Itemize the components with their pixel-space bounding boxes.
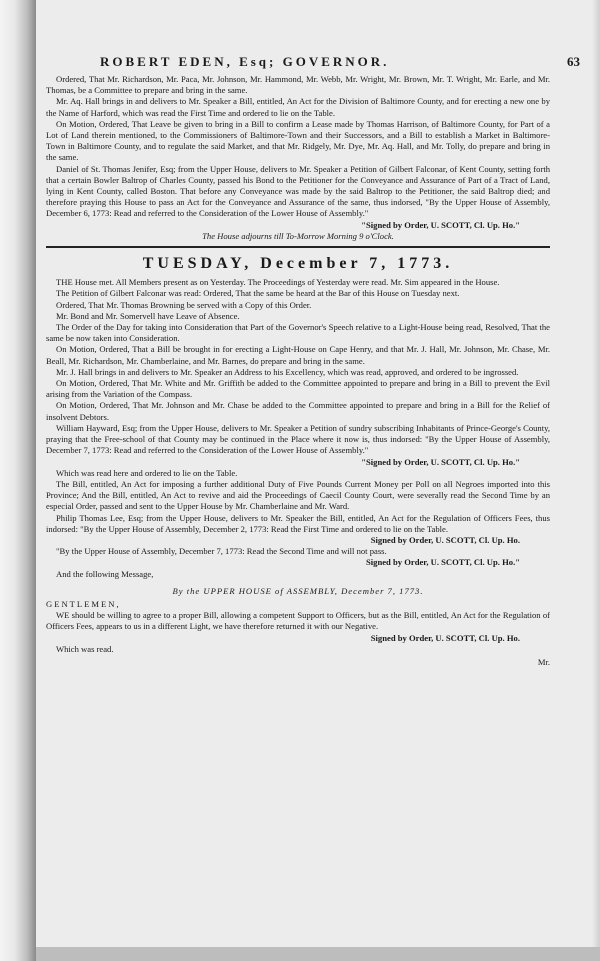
- adjournment-line: The House adjourns till To-Morrow Morning 9 o'Clock.: [202, 230, 394, 241]
- paragraph: The Bill, entitled, An Act for imposing a further additional Duty of Five Pounds Current Money per Poll on all Negroes imported into this Province; And the Bill, entitled, An Act to revive and aid the Proceedings of Caecil County Court, were severally read the Second Time by an especial Order, passed and sent to the Upper House by Mr. Chamberlaine and Mr. Ward.: [46, 478, 550, 512]
- paragraph: Which was read here and ordered to lie on the Table.: [56, 467, 238, 478]
- message-salutation: GENTLEMEN,: [46, 598, 121, 609]
- catchword: Mr.: [537, 656, 550, 667]
- page-body: [46, 60, 550, 668]
- paragraph: On Motion, Ordered, That Leave be given to bring in a Bill to confirm a Lease made by Thomas Harrison, of Baltimore County, for Part of a Lot of Land therein mentioned, to the Commissioners of Baltimore-Town and their Successors, and a Bill to establish a Market in Baltimore-Town in Baltimore County, and to regulate the said Market, and that Mr. Ridgely, Mr. Dye, Mr. Aq. Hall, and Mr. Tolly, do prepare and bring in the same.: [46, 118, 550, 163]
- paragraph: The Petition of Gilbert Falconar was read: Ordered, That the same be heard at the Bar of this House on Tuesday next.: [56, 288, 460, 299]
- signature-line: Signed by Order, U. SCOTT, Cl. Up. Ho.: [370, 632, 520, 643]
- signature-line: Signed by Order, U. SCOTT, Cl. Up. Ho.: [370, 534, 520, 545]
- section-divider: [46, 246, 550, 248]
- paragraph: On Motion, Ordered, That Mr. White and Mr. Griffith be added to the Committee appointed to prepare and bring in a Bill to prevent the Evil arising from the Variation of the Compass.: [46, 378, 550, 400]
- paragraph: On Motion, Ordered, That a Bill be brought in for erecting a Light-House on Cape Henry, and that Mr. J. Hall, Mr. Johnson, Mr. Chase, Mr. Beall, Mr. Richardson, Mr. Chamberlaine, and Mr. Barnes, do prepare and bring in the same.: [46, 344, 550, 366]
- signature-line: "Signed by Order, U. SCOTT, Cl. Up. Ho.": [361, 456, 520, 467]
- paragraph: Ordered, That Mr. Richardson, Mr. Paca, Mr. Johnson, Mr. Hammond, Mr. Webb, Mr. Wright, Mr. Brown, Mr. T. Wright, Mr. Earle, and Mr. Thomas, be a Committee to prepare and bring in the same.: [46, 74, 550, 96]
- closing-line: Which was read.: [56, 643, 114, 654]
- paragraph: On Motion, Ordered, That Mr. Johnson and Mr. Chase be added to the Committee appointed to prepare and bring in a Bill for the Relief of insolvent Debtors.: [46, 400, 550, 422]
- header-title: ROBERT EDEN, Esq; GOVERNOR.: [100, 54, 390, 69]
- page-number: 63: [567, 54, 580, 69]
- book-spine-shadow: [0, 0, 36, 961]
- paragraph: Daniel of St. Thomas Jenifer, Esq; from the Upper House, delivers to Mr. Speaker a Petition of Gilbert Falconar, of Kent County, setting forth that a certain Bowler Baltrop of Charles County, passed his Bond to the Petitioner for the Conveyance and Assurance of Part of a Tract of Land, lying in Kent County, called Boston. That before any Conveyance was made by the said Baltrop to the Petitioner, the said Baltrop died; and therefore praying this House to pass an Act for the Conveyance and Assurance of the same, thus indorsed, "By the Upper House of Assembly, December 6, 1773: Read and referred to the Consideration of the Lower House of Assembly.": [46, 163, 550, 219]
- paragraph: Mr. Bond and Mr. Somervell have Leave of Absence.: [56, 310, 240, 321]
- paragraph: The Order of the Day for taking into Consideration that Part of the Governor's Speech relative to a Light-House being read, Resolved, That the same be now taken into Consideration.: [46, 322, 550, 344]
- message-body: WE should be willing to agree to a proper Bill, allowing a competent Support to Officers, but as the Bill, entitled, An Act for the Regulation of Officers Fees, appears to us in a different Light, we have therefore returned it with our Negative.: [46, 610, 550, 632]
- paragraph: William Hayward, Esq; from the Upper House, delivers to Mr. Speaker a Petition of sundry subscribing Inhabitants of Prince-George's County, praying that the Free-school of that County may be continued in the Place where it now is, thus indorsed: "By the Upper House of Assembly, December 7, 1773: Read and referred to the Consideration of the Lower House of Assembly.": [46, 422, 550, 456]
- paragraph: Mr. Aq. Hall brings in and delivers to Mr. Speaker a Bill, entitled, An Act for the Division of Baltimore County, and for erecting a new one by the Name of Harford, which was read the First Time and ordered to lie on the Table.: [46, 96, 550, 118]
- signature-line: Signed by Order, U. SCOTT, Cl. Up. Ho.": [366, 557, 520, 568]
- paragraph: And the following Message,: [56, 568, 154, 579]
- paragraph: THE House met. All Members present as on Yesterday. The Proceedings of Yesterday were read. Mr. Sim appeared in the House.: [56, 277, 500, 288]
- paragraph: "By the Upper House of Assembly, December 7, 1773: Read the Second Time and will not pass.: [56, 546, 387, 557]
- paragraph: Mr. J. Hall brings in and delivers to Mr. Speaker an Address to his Excellency, which was read, approved, and ordered to be ingrossed.: [56, 366, 519, 377]
- message-heading: By the UPPER HOUSE of ASSEMBLY, December 7, 1773.: [172, 585, 424, 596]
- scan-bottom-edge: [36, 947, 600, 961]
- paragraph: Philip Thomas Lee, Esq; from the Upper House, delivers to Mr. Speaker the Bill, entitled, An Act for the Regulation of Officers Fees, thus indorsed: "By the Upper House of Assembly, December 2, 1773: Read the First Time and ordered to lie on the Table.: [46, 512, 550, 534]
- paragraph: Ordered, That Mr. Thomas Browning be served with a Copy of this Order.: [56, 299, 312, 310]
- day-heading: TUESDAY, December 7, 1773.: [142, 255, 454, 273]
- signature-line: "Signed by Order, U. SCOTT, Cl. Up. Ho.": [361, 219, 520, 230]
